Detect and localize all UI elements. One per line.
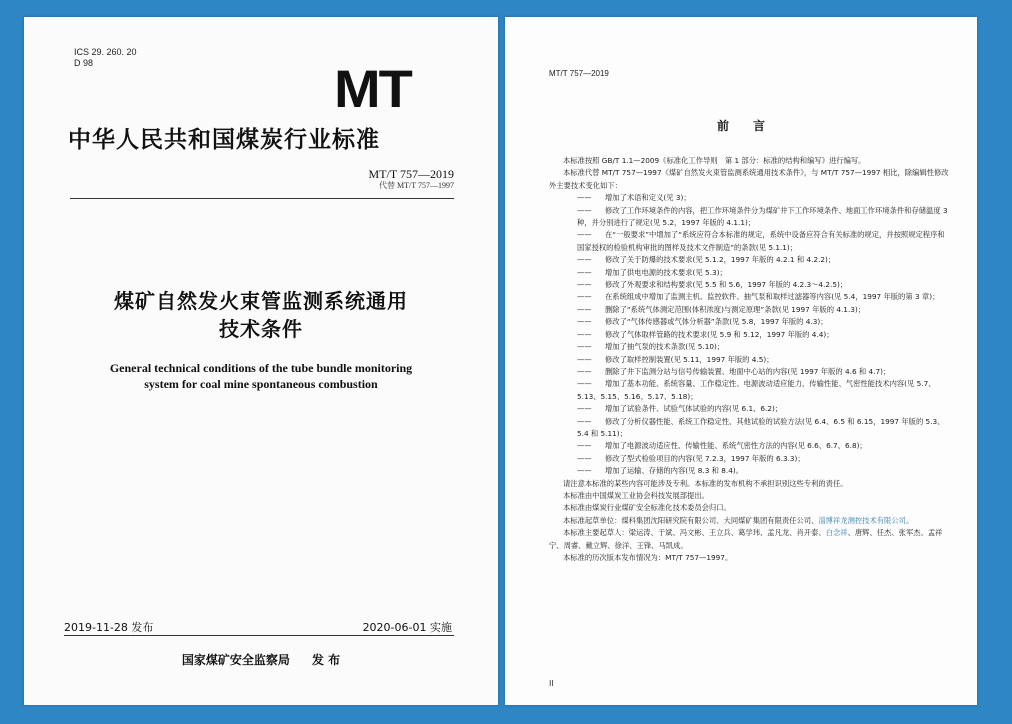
change-item <box>549 378 949 403</box>
change-item <box>549 254 949 266</box>
change-item-text: 修改了工作环境条件的内容，把工作环境条件分为煤矿井下工作环境条件、地面工作环境条件和存储温度 3 种，并分别进行了规定(见 5.2，1997 年版的 4.1.1)； <box>577 205 948 228</box>
publish-word: 发 布 <box>311 653 341 667</box>
dash-marker: —— <box>577 404 592 414</box>
change-item <box>549 205 949 230</box>
change-item <box>549 366 949 378</box>
dash-marker: —— <box>577 354 592 364</box>
change-item-text: 增加了术语和定义(见 3)； <box>605 193 691 203</box>
paragraph: 本标准代替 MT/T 757—1997《煤矿自然发火束管监测系统通用技术条件》，与 MT/T 757—1997 相比，除编辑性修改外主要技术变化如下： <box>549 168 949 190</box>
change-item-text: 增加了抽气泵的技术条款(见 5.10)； <box>605 342 725 352</box>
dash-marker: —— <box>577 292 592 302</box>
change-item <box>549 354 949 366</box>
change-item <box>549 403 949 415</box>
standard-code: MT/T 757—2019 <box>368 167 454 181</box>
chinese-title <box>24 287 498 343</box>
change-item-text: 修改了气体取样管路的技术要求(见 5.9 和 5.12，1997 年版的 4.4)； <box>605 329 834 339</box>
issue-date: 2019-11-28 发布 <box>64 621 154 634</box>
drafting-units <box>549 515 949 527</box>
change-item-text: 增加了基本功能、系统容量、工作稳定性、电源波动适应能力、传输性能、气密性能技术内容(见 5.7、5.13、5.15、5.16、5.17、5.18)； <box>577 379 936 401</box>
change-item-text: 增加了试验条件、试验气体试验的内容(见 6.1、6.2)； <box>605 404 783 414</box>
drafters <box>549 527 949 552</box>
english-title <box>24 360 498 392</box>
change-item <box>549 267 949 279</box>
dash-marker: —— <box>577 441 592 451</box>
page-number: II <box>549 679 554 688</box>
change-item <box>549 291 949 303</box>
drafters-text: 本标准主要起草人：梁运涛、于斌、冯文彬、王立兵、葛学玮、孟凡龙、肖开泰、 <box>563 528 826 538</box>
change-list <box>549 192 949 477</box>
dash-marker: —— <box>577 416 592 426</box>
dash-marker: —— <box>577 193 592 203</box>
change-item <box>549 329 949 341</box>
english-title-line1: General technical conditions of the tube bundle monitoring <box>109 361 413 375</box>
header-code: MT/T 757—2019 <box>549 69 609 78</box>
mt-logo: MT <box>334 58 411 119</box>
dash-marker: —— <box>577 317 592 327</box>
highlighted-drafter: 白念祥 <box>825 528 848 538</box>
ics-code <box>74 47 137 69</box>
chinese-title-line2: 技术条件 <box>219 317 303 341</box>
dash-marker: —— <box>577 329 592 339</box>
dash-marker: —— <box>577 379 592 389</box>
change-item <box>549 279 949 291</box>
change-item-text: 修改了分析仪器性能、系统工作稳定性、其他试验的试验方法(见 6.4、6.5 和 6.15，1997 年版的 5.3、5.4 和 5.11)； <box>577 416 945 438</box>
change-item-text: 增加了供电电源的技术要求(见 5.3)； <box>605 267 727 277</box>
heading-char-1: 前 <box>716 119 729 133</box>
change-item-text: 删除了井下监测分站与信号传输装置、地面中心站的内容(见 1997 年版的 4.6 和 4.7)； <box>605 366 891 376</box>
change-item-text: 增加了电源波动适应性、传输性能、系统气密性方法的内容(见 6.6、6.7、6.8)； <box>605 441 867 451</box>
change-item <box>549 465 949 477</box>
standard-code-block <box>369 167 454 191</box>
change-item-text: 删除了“系统气体测定范围(体积浓度)与测定原理”条款(见 1997 年版的 4.1.3)； <box>605 304 866 314</box>
paragraph: 本标准由煤炭行业煤矿安全标准化技术委员会归口。 <box>563 503 731 513</box>
change-item <box>549 416 949 441</box>
drafters-end: 、唐辉、任杰、张军杰、孟祥宁、周睿、戴立辉、徐洋、王锋、马凯成。 <box>549 528 943 550</box>
dash-marker: —— <box>577 453 592 463</box>
change-item <box>549 316 949 328</box>
change-item-text: 修改了外观要求和结构要求(见 5.5 和 5.6，1997 年版的 4.2.3～4.2.5)； <box>605 280 848 290</box>
publisher-name: 国家煤矿安全监察局 <box>181 653 290 667</box>
dash-marker: —— <box>577 230 592 240</box>
dash-marker: —— <box>577 366 592 376</box>
drafting-units-text: 本标准起草单位：煤科集团沈阳研究院有限公司、大同煤矿集团有限责任公司、 <box>563 515 819 525</box>
paragraph: 本标准由中国煤炭工业协会科技发展部提出。 <box>563 490 709 500</box>
change-item <box>549 229 949 254</box>
replaces-code: 代替 MT/T 757—1997 <box>379 181 454 190</box>
change-item-text: 在系统组成中增加了监测主机、监控软件、抽气泵和取样过滤器等内容(见 5.4，1997 年版的第 3 章)； <box>605 292 940 302</box>
change-item-text: 修改了型式检验项目的内容(见 7.2.3，1997 年版的 6.3.3)； <box>605 453 805 463</box>
standard-type-title: 中华人民共和国煤炭行业标准 <box>68 127 380 153</box>
foreword-body <box>549 155 949 564</box>
change-item-text: 增加了运输、存储的内容(见 8.3 和 8.4)。 <box>605 466 744 476</box>
top-divider <box>70 198 454 199</box>
change-item <box>549 304 949 316</box>
change-item <box>549 440 949 452</box>
ccs-number: D 98 <box>74 58 94 68</box>
highlighted-unit: 淄博祥龙测控技术有限公司 <box>818 515 906 525</box>
implementation-date: 2020-06-01 实施 <box>362 621 452 634</box>
dash-marker: —— <box>577 205 592 215</box>
heading-char-2: 言 <box>753 119 766 133</box>
dash-marker: —— <box>577 255 592 265</box>
ics-number: ICS 29. 260. 20 <box>74 47 137 57</box>
change-item-text: 修改了关于防爆的技术要求(见 5.1.2，1997 年版的 4.2.1 和 4.2.2)； <box>605 255 836 265</box>
dash-marker: —— <box>577 267 592 277</box>
drafting-units-end: 。 <box>905 515 914 525</box>
english-title-line2: system for coal mine spontaneous combustion <box>144 377 378 391</box>
dash-marker: —— <box>577 466 592 476</box>
change-item <box>549 192 949 204</box>
dash-marker: —— <box>577 280 592 290</box>
chinese-title-line1: 煤矿自然发火束管监测系统通用 <box>114 289 408 313</box>
foreword-page <box>505 17 977 705</box>
foreword-heading <box>505 117 977 134</box>
cover-page <box>24 17 498 705</box>
paragraph: 本标准的历次版本发布情况为：MT/T 757—1997。 <box>563 553 733 562</box>
paragraph: 请注意本标准的某些内容可能涉及专利。本标准的发布机构不承担识别这些专利的责任。 <box>563 478 848 488</box>
change-item-text: 在“一般要求”中增加了“系统应符合本标准的规定，系统中设备应符合有关标准的规定，并按照规定程序和国家授权的检验机构审批的图样及技术文件制造”的条款(见 5.1.1)； <box>577 230 945 252</box>
paragraph: 本标准按照 GB/T 1.1—2009《标准化工作导则 第 1 部分：标准的结构和编写》进行编写。 <box>563 156 866 165</box>
change-item-text: 修改了“气体传感器或气体分析器”条款(见 5.8，1997 年版的 4.3)； <box>605 317 828 327</box>
change-item-text: 修改了取样控制装置(见 5.11，1997 年版的 4.5)； <box>605 354 774 364</box>
dash-marker: —— <box>577 304 592 314</box>
change-item <box>549 341 949 353</box>
change-item <box>549 453 949 465</box>
bottom-divider <box>64 635 454 636</box>
publisher <box>24 651 498 668</box>
dash-marker: —— <box>577 342 592 352</box>
